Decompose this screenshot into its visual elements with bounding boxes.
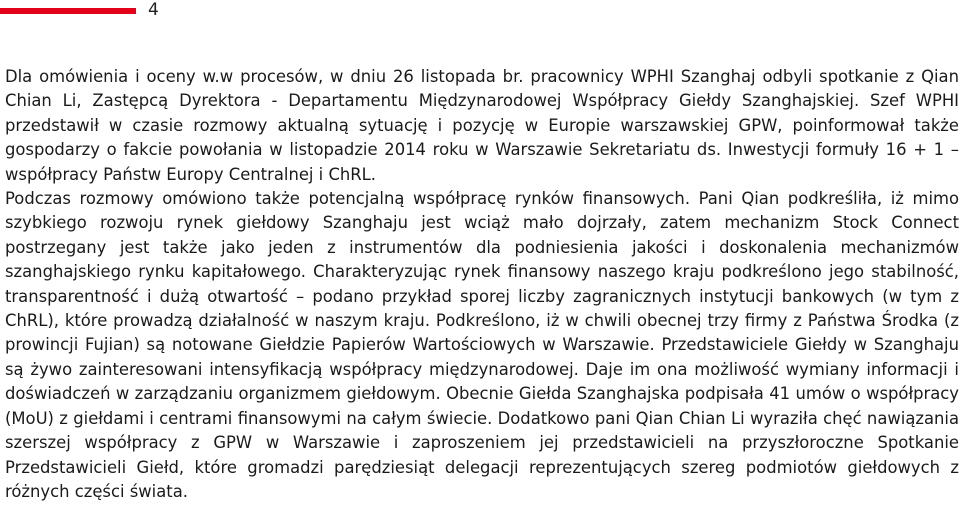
document-body [5, 65, 959, 504]
paragraph-meeting-intro: Dla omówienia i oceny w.w procesów, w dniu 26 listopada br. pracownicy WPHI Szanghaj odbyli spotkanie z Qian Chian Li, Zastępcą Dyrektora - Departamentu Międzynarodowej Współpracy Giełdy Szanghajskiej. Szef WPHI przedstawił w czasie rozmowy aktualną sytuację i pozycję w Europie warszawskiej GPW, poinformował także gospodarzy o fakcie powołania w listopadzie 2014 roku w Warszawie Sekretariatu ds. Inwestycji formuły 16 + 1 – współpracy Państw Europy Centralnej i ChRL. [5, 67, 959, 184]
paragraph-market-cooperation: Podczas rozmowy omówiono także potencjalną współpracę rynków finansowych. Pani Qian podkreśliła, iż mimo szybkiego rozwoju rynek giełdowy Szanghaju jest wciąż mało dojrzały, zatem mechanizm Stock Connect postrzegany jest także jako jeden z instrumentów dla podniesienia jakości i doskonalenia mechanizmów szanghajskiego rynku kapitałowego. Charakteryzując rynek finansowy naszego kraju podkreślono jego stabilność, transparentność i dużą otwartość – podano przykład sporej liczby zagranicznych instytucji bankowych (w tym z ChRL), które prowadzą działalność w naszym kraju. Podkreślono, iż w chwili obecnej trzy firmy z Państwa Środka (z prowincji Fujian) są notowane Giełdzie Papierów Wartościowych w Warszawie. Przedstawiciele Giełdy w Szanghaju są żywo zainteresowani intensyfikacją współpracy międzynarodowej. Daje im ona możliwość wymiany informacji i doświadczeń w zarządzaniu organizmem giełdowym. Obecnie Giełda Szanghajska podpisała 41 umów o współpracy (MoU) z giełdami i centrami finansowymi na całym świecie. Dodatkowo pani Qian Chian Li wyraziła chęć nawiązania szerszej współpracy z GPW w Warszawie i zaproszeniem jej przedstawicieli na przyszłoroczne Spotkanie Przedstawicieli Giełd, które gromadzi parędziesiąt delegacji reprezentujących szereg podmiotów giełdowych z różnych części świata. [5, 189, 959, 501]
header-accent-bar [0, 8, 136, 14]
page-number: 4 [148, 0, 159, 20]
